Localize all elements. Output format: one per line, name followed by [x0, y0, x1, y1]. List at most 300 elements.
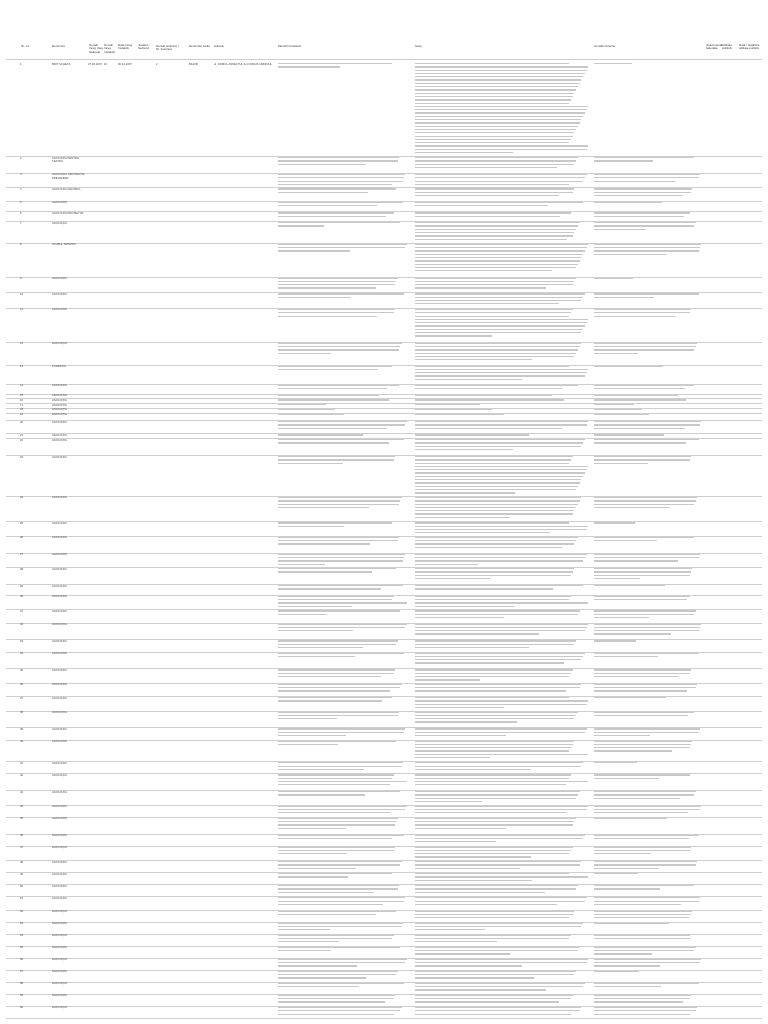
purpose-text	[415, 554, 590, 567]
board-text	[594, 596, 702, 603]
founders-text	[278, 791, 408, 798]
data-instanta	[118, 277, 136, 292]
org-name: ASOCIAȚIA	[52, 727, 67, 731]
purpose-text	[415, 596, 590, 609]
row-number: 15	[20, 394, 24, 398]
sectiune	[156, 885, 170, 896]
reg-instanta	[104, 711, 116, 727]
board-text	[594, 983, 702, 990]
sediu	[189, 805, 213, 816]
purpose-text	[415, 409, 590, 412]
reg-national	[88, 610, 104, 622]
adresa	[214, 697, 276, 710]
purpose-text	[415, 497, 590, 520]
founders-text	[278, 585, 408, 592]
sediu	[189, 201, 213, 211]
reg-national	[88, 404, 104, 408]
reg-national	[88, 946, 104, 957]
reg-instanta	[104, 201, 116, 211]
reg-instanta	[104, 846, 116, 859]
row-number: 16	[20, 398, 24, 402]
adresa	[214, 762, 276, 773]
purpose-text	[415, 728, 590, 738]
data-instanta	[118, 212, 136, 221]
purpose-text	[415, 684, 590, 694]
reg-instanta	[104, 496, 116, 520]
founders-text	[278, 596, 408, 609]
org-name: ASOCIAȚIA	[52, 860, 67, 864]
sectiune	[156, 595, 170, 608]
reg-national	[88, 456, 104, 496]
reg-instanta	[104, 897, 116, 909]
purpose-text	[415, 537, 590, 550]
founders-text	[278, 959, 408, 969]
reg-national	[88, 394, 104, 398]
org-name: ASOCIAȚIA	[52, 994, 67, 998]
adresa	[214, 683, 276, 695]
reg-national	[88, 623, 104, 639]
reg-instanta	[104, 399, 116, 403]
sediu	[189, 568, 213, 584]
org-name: ASOCIAȚIA	[52, 398, 67, 402]
reg-instanta	[104, 222, 116, 243]
reg-instanta	[104, 922, 116, 933]
org-name: ASOCIAȚIA	[52, 970, 67, 974]
board-text	[594, 554, 702, 564]
reg-instanta	[104, 873, 116, 884]
row-number: 5	[20, 201, 22, 205]
adresa	[214, 873, 276, 884]
purpose-text	[415, 897, 590, 907]
sediu	[189, 774, 213, 790]
reg-national	[88, 885, 104, 896]
data-instanta	[118, 585, 136, 595]
purpose-text	[415, 791, 590, 804]
board-text	[594, 610, 702, 620]
sectiune	[156, 222, 170, 243]
row-number: 39	[20, 727, 24, 731]
sediu	[189, 1006, 213, 1017]
org-name: ASOCIAȚIA	[52, 817, 67, 821]
row-number: 42	[20, 773, 24, 777]
reg-national	[88, 910, 104, 921]
sediu	[189, 188, 213, 200]
purpose-text	[415, 293, 590, 306]
reg-national	[88, 817, 104, 833]
purpose-text	[415, 873, 590, 883]
row-number: 60	[20, 1006, 24, 1010]
founders-text	[278, 385, 408, 392]
sediu	[189, 640, 213, 651]
adresa	[214, 456, 276, 496]
data-instanta: 30.10.2007	[118, 62, 132, 66]
adresa	[214, 434, 276, 438]
sediu	[189, 728, 213, 739]
purpose-text	[415, 835, 590, 845]
adresa	[214, 277, 276, 292]
reg-instanta	[104, 384, 116, 393]
purpose-text	[415, 439, 590, 452]
data-instanta	[118, 740, 136, 761]
header-sectiune: Număr secțiune / Nr. înscriere	[156, 44, 179, 52]
org-name: ASOCIAȚIA	[52, 595, 67, 599]
reg-instanta	[104, 861, 116, 872]
org-name: ASOCIAȚIA	[52, 982, 67, 986]
purpose-text	[415, 399, 590, 402]
reg-national	[88, 173, 104, 186]
row-number: 53	[20, 922, 24, 926]
adresa	[214, 293, 276, 308]
sectiune	[156, 308, 170, 341]
reg-instanta	[104, 1006, 116, 1017]
board-text	[594, 63, 702, 66]
adresa	[214, 496, 276, 520]
header-federatie: Apartenență federație	[706, 43, 723, 51]
adresa	[214, 817, 276, 833]
row-number: 25	[20, 521, 24, 525]
reg-national	[88, 536, 104, 552]
reg-instanta	[104, 805, 116, 816]
purpose-text	[415, 222, 590, 242]
reg-national	[88, 728, 104, 739]
board-text	[594, 309, 702, 319]
row-number: 38	[20, 711, 24, 715]
purpose-text	[415, 1007, 590, 1017]
row-number: 58	[20, 982, 24, 986]
board-text	[594, 971, 702, 974]
sectiune	[156, 610, 170, 622]
adresa	[214, 399, 276, 403]
sediu	[189, 897, 213, 909]
row-number: 33	[20, 639, 24, 643]
board-text	[594, 385, 702, 392]
sediu	[189, 421, 213, 433]
board-text	[594, 885, 702, 892]
founders-text	[278, 728, 408, 738]
sectiune	[156, 404, 170, 408]
board-text	[594, 399, 702, 402]
row-number: 3	[20, 173, 22, 177]
sectiune	[156, 623, 170, 639]
adresa	[214, 404, 276, 408]
board-text	[594, 911, 702, 921]
adresa	[214, 157, 276, 173]
sectiune	[156, 243, 170, 276]
org-name: ASOCIAȚIA	[52, 790, 67, 794]
board-text	[594, 806, 702, 816]
org-name: ASOCIAȚIA	[52, 221, 67, 225]
founders-text	[278, 399, 408, 402]
org-name: ASOCIAȚIA	[52, 584, 67, 588]
sectiune	[156, 805, 170, 816]
reg-national	[88, 640, 104, 651]
board-text	[594, 897, 702, 907]
board-text	[594, 212, 702, 219]
org-name: ASOCIAȚIA	[52, 872, 67, 876]
org-name: ASOCIAȚIA	[52, 668, 67, 672]
row-number: 12	[20, 342, 24, 346]
data-instanta	[118, 404, 136, 408]
sectiune	[156, 293, 170, 308]
row-number: 52	[20, 910, 24, 913]
adresa	[214, 897, 276, 909]
adresa	[214, 740, 276, 761]
data-instanta	[118, 188, 136, 200]
row-number: 48	[20, 860, 24, 864]
board-text	[594, 366, 702, 369]
adresa	[214, 408, 276, 412]
founders-text	[278, 971, 408, 981]
sectiune	[156, 394, 170, 398]
reg-national	[88, 188, 104, 200]
sediu	[189, 910, 213, 921]
purpose-text	[415, 174, 590, 187]
founders-text	[278, 439, 408, 446]
board-text	[594, 244, 702, 257]
reg-instanta	[104, 522, 116, 535]
purpose-text	[415, 697, 590, 710]
org-name: ASOCIAȚIA	[52, 277, 67, 281]
org-name: ASOCIAȚIA	[52, 711, 67, 715]
org-name: ASOCIAȚIA	[52, 433, 67, 437]
reg-national	[88, 421, 104, 433]
row-number: 31	[20, 609, 24, 613]
adresa	[214, 846, 276, 859]
org-name: BRIT SCHEYA	[52, 62, 71, 66]
header-consiliu: Consiliu director	[594, 44, 616, 48]
data-instanta	[118, 728, 136, 739]
board-text	[594, 222, 702, 232]
org-name: ASOCIAȚIA	[52, 805, 67, 809]
sediu	[189, 456, 213, 496]
reg-national	[88, 585, 104, 595]
reg-national	[88, 994, 104, 1005]
row-number: 8	[20, 243, 22, 247]
sediu	[189, 308, 213, 341]
reg-national	[88, 711, 104, 727]
founders-text	[278, 456, 408, 466]
sediu	[189, 652, 213, 668]
row-number: 46	[20, 834, 24, 838]
reg-instanta	[104, 308, 116, 341]
row-number: 56	[20, 958, 24, 962]
sectiune: 2	[156, 62, 158, 66]
reg-instanta	[104, 439, 116, 455]
sediu	[189, 585, 213, 595]
board-text	[594, 456, 702, 466]
founders-text	[278, 653, 408, 660]
data-instanta	[118, 522, 136, 535]
board-text	[594, 774, 702, 781]
board-text	[594, 414, 702, 417]
adresa	[214, 243, 276, 276]
sectiune	[156, 873, 170, 884]
row-number: 50	[20, 884, 24, 888]
board-text	[594, 861, 702, 871]
purpose-text	[415, 911, 590, 921]
reg-instanta	[104, 740, 116, 761]
board-text	[594, 697, 702, 700]
purpose-text	[415, 669, 590, 682]
reg-instanta	[104, 173, 116, 186]
data-instanta	[118, 243, 136, 276]
sediu	[189, 817, 213, 833]
sediu	[189, 212, 213, 221]
row-number: 2	[20, 156, 22, 160]
header-reg-instanta: Număr înreg. Instanță	[104, 43, 115, 54]
row-number: 23	[20, 455, 24, 459]
board-text	[594, 421, 702, 431]
founders-text	[278, 712, 408, 722]
reg-instanta	[104, 640, 116, 651]
reg-instanta	[104, 946, 116, 957]
purpose-text	[415, 995, 590, 1005]
reg-instanta	[104, 188, 116, 200]
adresa	[214, 970, 276, 981]
founders-text	[278, 947, 408, 954]
board-text	[594, 959, 702, 969]
row-number: 44	[20, 805, 24, 809]
row-number: 36	[20, 683, 24, 687]
sediu	[189, 762, 213, 773]
purpose-text	[415, 624, 590, 637]
board-text	[594, 935, 702, 942]
founders-text	[278, 669, 408, 679]
reg-instanta	[104, 536, 116, 552]
sectiune	[156, 861, 170, 872]
reg-national	[88, 277, 104, 292]
header-utilitate: Utilitate publică	[722, 43, 733, 51]
org-name: ASOCIAȚIA	[52, 394, 67, 398]
adresa: ul. DOMUL ASPECTUL & CONDUS ORDINUL	[214, 62, 272, 66]
reg-instanta	[104, 595, 116, 608]
data-instanta	[118, 817, 136, 833]
sediu	[189, 595, 213, 608]
sectiune	[156, 958, 170, 969]
row-number: 32	[20, 623, 24, 627]
data-instanta	[118, 774, 136, 790]
sediu: BIHOR	[189, 62, 198, 66]
sediu	[189, 946, 213, 957]
reg-instanta	[104, 394, 116, 398]
row-number: 4	[20, 187, 22, 191]
org-name: ASOCIAȚIA	[52, 922, 67, 926]
org-name: ASOCIAȚIA	[52, 639, 67, 643]
sectiune	[156, 434, 170, 438]
reg-national	[88, 791, 104, 804]
sediu	[189, 740, 213, 761]
board-text	[594, 995, 702, 1005]
reg-national	[88, 384, 104, 393]
reg-national	[88, 595, 104, 608]
org-name: ASOCIAȚIA	[52, 342, 67, 346]
data-instanta	[118, 791, 136, 804]
founders-text	[278, 202, 408, 209]
founders-text	[278, 806, 408, 816]
sectiune	[156, 846, 170, 859]
adresa	[214, 805, 276, 816]
reg-national	[88, 846, 104, 859]
board-text	[594, 202, 702, 205]
data-instanta	[118, 669, 136, 682]
adresa	[214, 910, 276, 921]
adresa	[214, 553, 276, 566]
row-number: 11	[20, 308, 23, 312]
org-name: ASOCIAȚIA	[52, 652, 67, 655]
data-instanta	[118, 994, 136, 1005]
sediu	[189, 861, 213, 872]
data-instanta	[118, 342, 136, 364]
header-data-utilitate: Data / Hotărâre utilitate publică	[739, 43, 760, 51]
board-text	[594, 537, 702, 544]
data-instanta	[118, 683, 136, 695]
purpose-text	[415, 404, 590, 407]
reg-national	[88, 439, 104, 455]
data-instanta	[118, 553, 136, 566]
adresa	[214, 623, 276, 639]
board-text	[594, 669, 702, 679]
reg-instanta	[104, 885, 116, 896]
data-instanta	[118, 365, 136, 383]
sediu	[189, 970, 213, 981]
founders-text	[278, 554, 408, 567]
reg-instanta	[104, 774, 116, 790]
adresa	[214, 791, 276, 804]
reg-national	[88, 982, 104, 993]
founders-text	[278, 497, 408, 510]
row-number: 47	[20, 846, 24, 850]
adresa	[214, 728, 276, 739]
data-instanta	[118, 394, 136, 398]
sectiune	[156, 212, 170, 221]
org-name: ASOCIAȚIA	[52, 884, 67, 888]
row-number: 7	[20, 221, 22, 225]
board-text	[594, 293, 702, 300]
board-text	[594, 728, 702, 738]
sectiune	[156, 740, 170, 761]
founders-text	[278, 741, 408, 748]
reg-national	[88, 970, 104, 981]
founders-text	[278, 762, 408, 772]
reg-instanta	[104, 762, 116, 773]
adresa	[214, 946, 276, 957]
board-text	[594, 741, 702, 754]
sectiune	[156, 711, 170, 727]
sectiune	[156, 536, 170, 552]
purpose-text	[415, 806, 590, 816]
founders-text	[278, 983, 408, 990]
founders-text	[278, 774, 408, 787]
org-name: ASOCIAȚIA	[52, 292, 67, 296]
sediu	[189, 404, 213, 408]
sediu	[189, 791, 213, 804]
reg-national	[88, 834, 104, 845]
sectiune	[156, 408, 170, 412]
reg-instanta	[104, 585, 116, 595]
adresa	[214, 958, 276, 969]
org-name: ASOCIAȚIA PROTECȚIA	[52, 211, 84, 215]
reg-instanta	[104, 669, 116, 682]
purpose-text	[415, 935, 590, 945]
sediu	[189, 669, 213, 682]
data-instanta	[118, 568, 136, 584]
reg-national	[88, 243, 104, 276]
row-number: 43	[20, 790, 24, 794]
header-denumire: Denumire	[52, 44, 66, 48]
org-name: ASOCIAȚIA	[52, 696, 67, 700]
data-instanta	[118, 922, 136, 933]
sectiune	[156, 173, 170, 186]
